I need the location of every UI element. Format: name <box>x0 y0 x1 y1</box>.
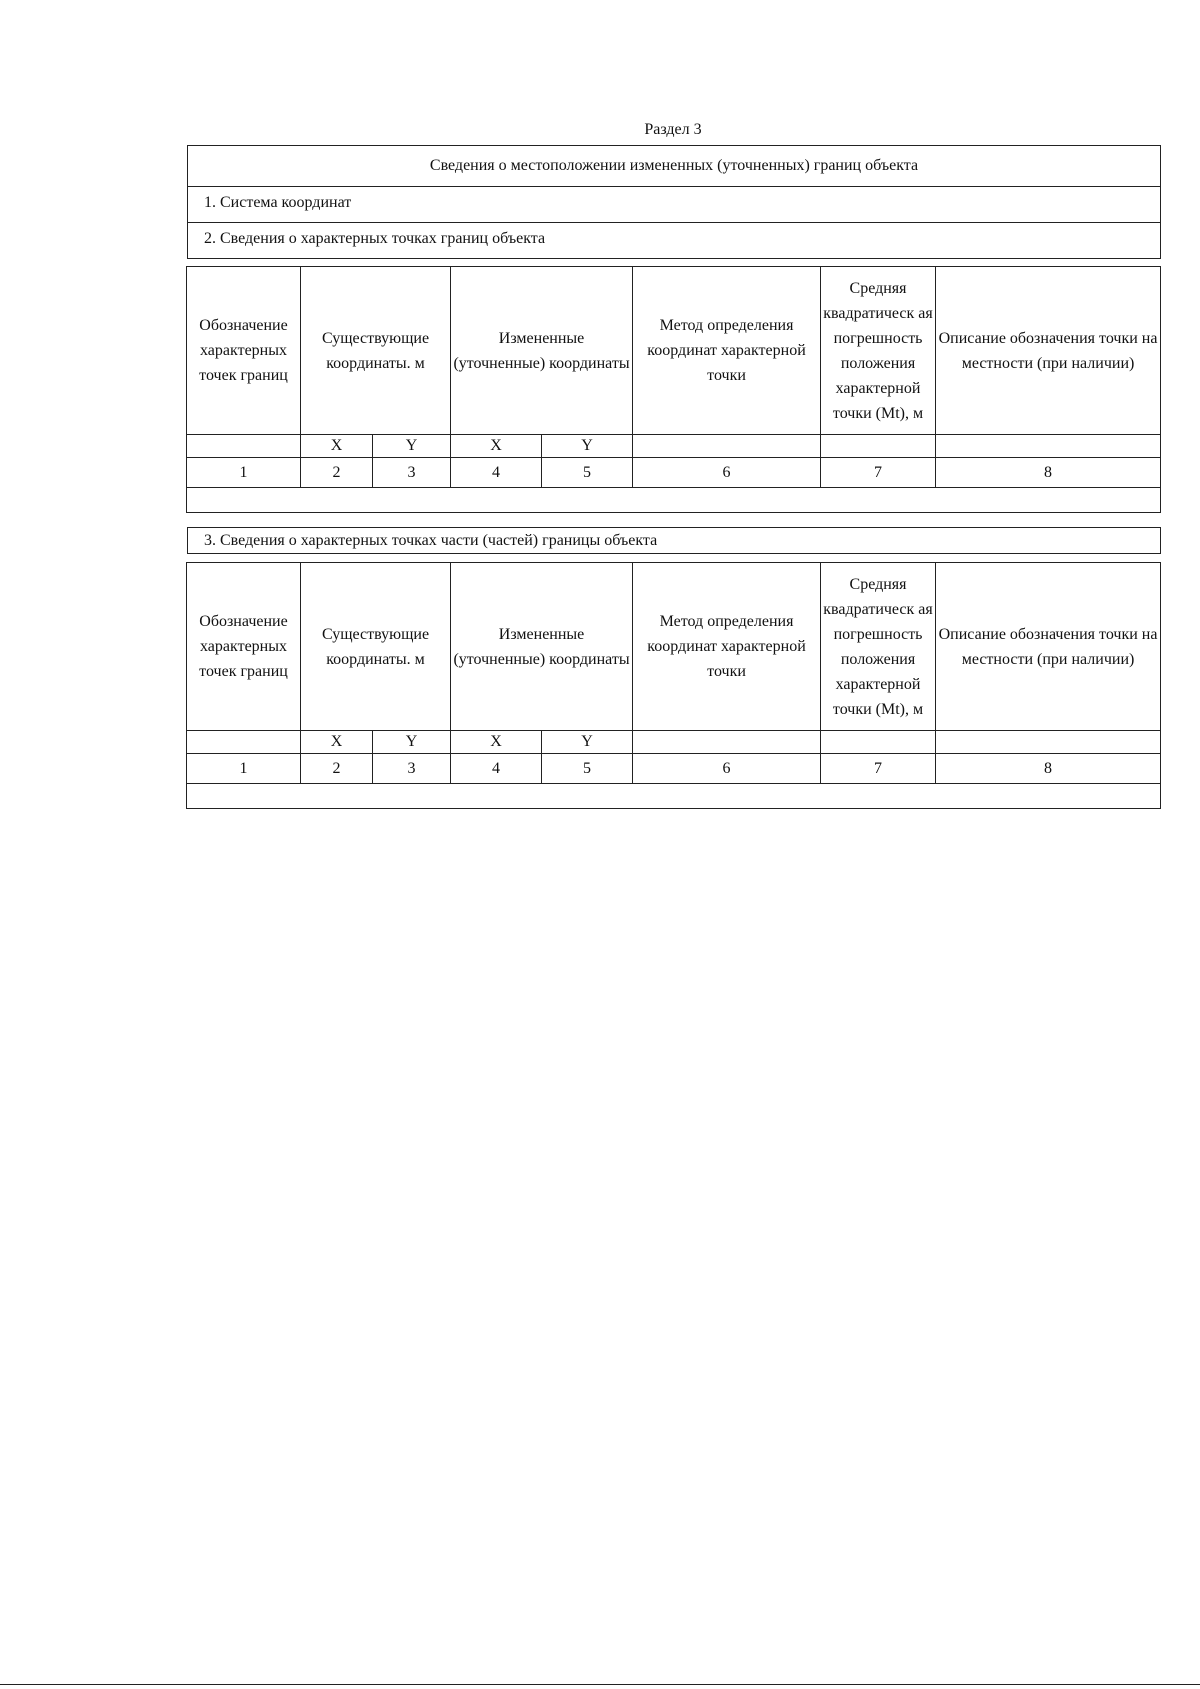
column-number: 8 <box>936 458 1161 488</box>
column-number: 3 <box>373 754 451 784</box>
header-method: Метод определения координат характерной точки <box>633 267 821 435</box>
xy-empty-cell <box>633 435 821 458</box>
x-label: X <box>451 731 542 754</box>
part-info-label: 3. Сведения о характерных точках части (частей) границы объекта <box>204 532 658 549</box>
page-bottom-rule <box>0 1684 1200 1685</box>
y-label: Y <box>542 731 633 754</box>
coord-system-row <box>188 186 1160 223</box>
part-boundary-points-table <box>186 562 1161 809</box>
section-title: Раздел 3 <box>644 121 702 138</box>
header-method: Метод определения координат характерной точки <box>633 563 821 731</box>
points-info-label: 2. Сведения о характерных точках границ объекта <box>204 230 546 247</box>
header-box <box>187 145 1161 259</box>
xy-empty-cell <box>633 731 821 754</box>
x-label: X <box>301 435 373 458</box>
coord-system-label: 1. Система координат <box>204 194 352 211</box>
xy-empty-cell <box>187 435 301 458</box>
y-label: Y <box>373 435 451 458</box>
header-point-designation: Обозначение характерных точек границ <box>187 563 301 731</box>
header-changed-coords: Измененные (уточненные) координаты <box>451 267 633 435</box>
table-number-row <box>187 754 1161 784</box>
xy-empty-cell <box>821 731 936 754</box>
points-info-row <box>188 222 1160 258</box>
table-xy-row <box>187 435 1161 458</box>
column-number: 8 <box>936 754 1161 784</box>
part-info-box <box>187 527 1161 554</box>
xy-empty-cell <box>187 731 301 754</box>
xy-empty-cell <box>936 435 1161 458</box>
y-label: Y <box>542 435 633 458</box>
header-existing-coords: Существующие координаты. м <box>301 267 451 435</box>
table-empty-row <box>187 488 1161 513</box>
header-description: Описание обозначения точки на местности (при наличии) <box>936 267 1161 435</box>
table-empty-row <box>187 784 1161 809</box>
column-number: 2 <box>301 458 373 488</box>
header-existing-coords: Существующие координаты. м <box>301 563 451 731</box>
table-xy-row <box>187 731 1161 754</box>
table-number-row <box>187 458 1161 488</box>
column-number: 3 <box>373 458 451 488</box>
column-number: 1 <box>187 754 301 784</box>
table-header-row <box>187 563 1161 731</box>
header-point-designation: Обозначение характерных точек границ <box>187 267 301 435</box>
column-number: 2 <box>301 754 373 784</box>
header-title-row <box>188 146 1160 187</box>
table-header-row <box>187 267 1161 435</box>
header-changed-coords: Измененные (уточненные) координаты <box>451 563 633 731</box>
header-title: Сведения о местоположении измененных (уточненных) границ объекта <box>429 157 919 174</box>
y-label: Y <box>373 731 451 754</box>
x-label: X <box>451 435 542 458</box>
empty-cell <box>187 784 1161 809</box>
column-number: 7 <box>821 754 936 784</box>
header-description: Описание обозначения точки на местности (при наличии) <box>936 563 1161 731</box>
column-number: 4 <box>451 458 542 488</box>
x-label: X <box>301 731 373 754</box>
column-number: 5 <box>542 754 633 784</box>
column-number: 6 <box>633 754 821 784</box>
xy-empty-cell <box>936 731 1161 754</box>
header-mean-error: Средняя квадратическ ая погрешность положения характерной точки (Mt), м <box>821 267 936 435</box>
column-number: 6 <box>633 458 821 488</box>
empty-cell <box>187 488 1161 513</box>
column-number: 4 <box>451 754 542 784</box>
column-number: 5 <box>542 458 633 488</box>
xy-empty-cell <box>821 435 936 458</box>
column-number: 1 <box>187 458 301 488</box>
boundary-points-table <box>186 266 1161 513</box>
header-mean-error: Средняя квадратическ ая погрешность положения характерной точки (Mt), м <box>821 563 936 731</box>
column-number: 7 <box>821 458 936 488</box>
